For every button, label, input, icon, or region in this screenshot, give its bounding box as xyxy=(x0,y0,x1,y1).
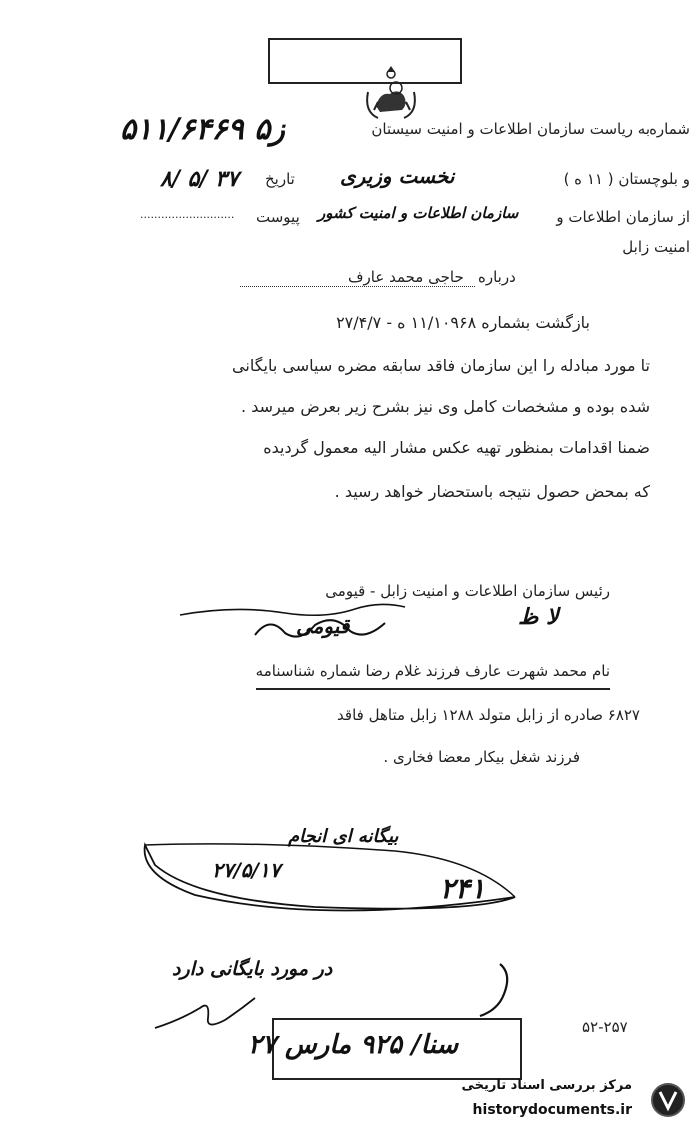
subject-dotted-line xyxy=(240,286,475,287)
attachment-dots: ........................... xyxy=(140,208,235,221)
attachment-label: پیوست xyxy=(256,208,300,226)
history-documents-logo-icon xyxy=(650,1082,686,1118)
subject-value: حاجی محمد عارف xyxy=(348,268,464,286)
sequence-number: ۵۱۱/۶۴۶۹ ۵ز xyxy=(120,112,285,147)
body-line-2: تا مورد مبادله را این سازمان فاقد سابقه مضره سیاسی بایگانی xyxy=(232,356,650,375)
sender-cont: امنیت زابل xyxy=(622,238,690,256)
addressee-line-2: و بلوچستان ( ۱۱ ه ) xyxy=(563,170,690,188)
sender-line: از سازمان اطلاعات و xyxy=(556,208,690,226)
number-label: شماره xyxy=(649,120,690,138)
footer-url[interactable]: historydocuments.ir xyxy=(472,1102,632,1118)
signature-handwritten: قیومی xyxy=(296,614,350,638)
body-line-4: ضمنا اقدامات بمنظور تهیه عکس مشار الیه معمول گردیده xyxy=(263,438,650,457)
body-line-1: بازگشت بشماره ۱۱/۱۰۹۶۸ ه - ۲۷/۴/۷ xyxy=(336,313,590,332)
date-label: تاریخ xyxy=(265,170,295,188)
circled-note: بیگانه ای انجام xyxy=(288,826,399,847)
bottom-note: در مورد بایگانی دارد xyxy=(172,958,333,980)
agency-stamp: سازمان اطلاعات و امنیت کشور xyxy=(318,204,519,222)
ministry-stamp: نخست وزیری xyxy=(340,164,455,188)
date-value: ۸/ ۵/ ۳۷ xyxy=(160,166,239,192)
bottom-signature-scribble xyxy=(150,990,260,1035)
details-line-1: نام محمد شهرت عارف فرزند غلام رضا شماره شناسنامه xyxy=(256,662,610,690)
details-line-2: ۶۸۲۷ صادره از زابل متولد ۱۲۸۸ زابل متاهل فاقد xyxy=(337,706,640,724)
signature-initials: لا ظ xyxy=(518,604,559,630)
signature-title: رئیس سازمان اطلاعات و امنیت زابل - قیومی xyxy=(325,582,610,600)
body-line-5: که بمحض حصول نتیجه باستحضار خواهد رسید . xyxy=(334,482,650,501)
circled-number: ۲۴۱ xyxy=(440,872,486,905)
circled-date: ۲۷/۵/۱۷ xyxy=(212,858,281,882)
document-code: ۵۲-۲۵۷ xyxy=(582,1018,628,1036)
details-line-3: فرزند شغل بیکار معضا فخاری . xyxy=(383,748,580,766)
subject-label: درباره xyxy=(478,268,516,286)
lion-and-sun-emblem xyxy=(360,62,422,124)
body-line-3: شده بوده و مشخصات کامل وی نیز بشرح زیر بعرض میرسد . xyxy=(241,397,650,416)
addressee-line-1: به ریاست سازمان اطلاعات و امنیت سیستان xyxy=(371,120,650,138)
bottom-stamp-text: سنا/ ۹۲۵ مارس ۲۷ xyxy=(248,1030,459,1060)
signature-scribble xyxy=(175,595,415,645)
bottom-hook-mark xyxy=(470,960,515,1020)
footer-org-name: مرکز بررسی اسناد تاریخی xyxy=(461,1078,632,1093)
